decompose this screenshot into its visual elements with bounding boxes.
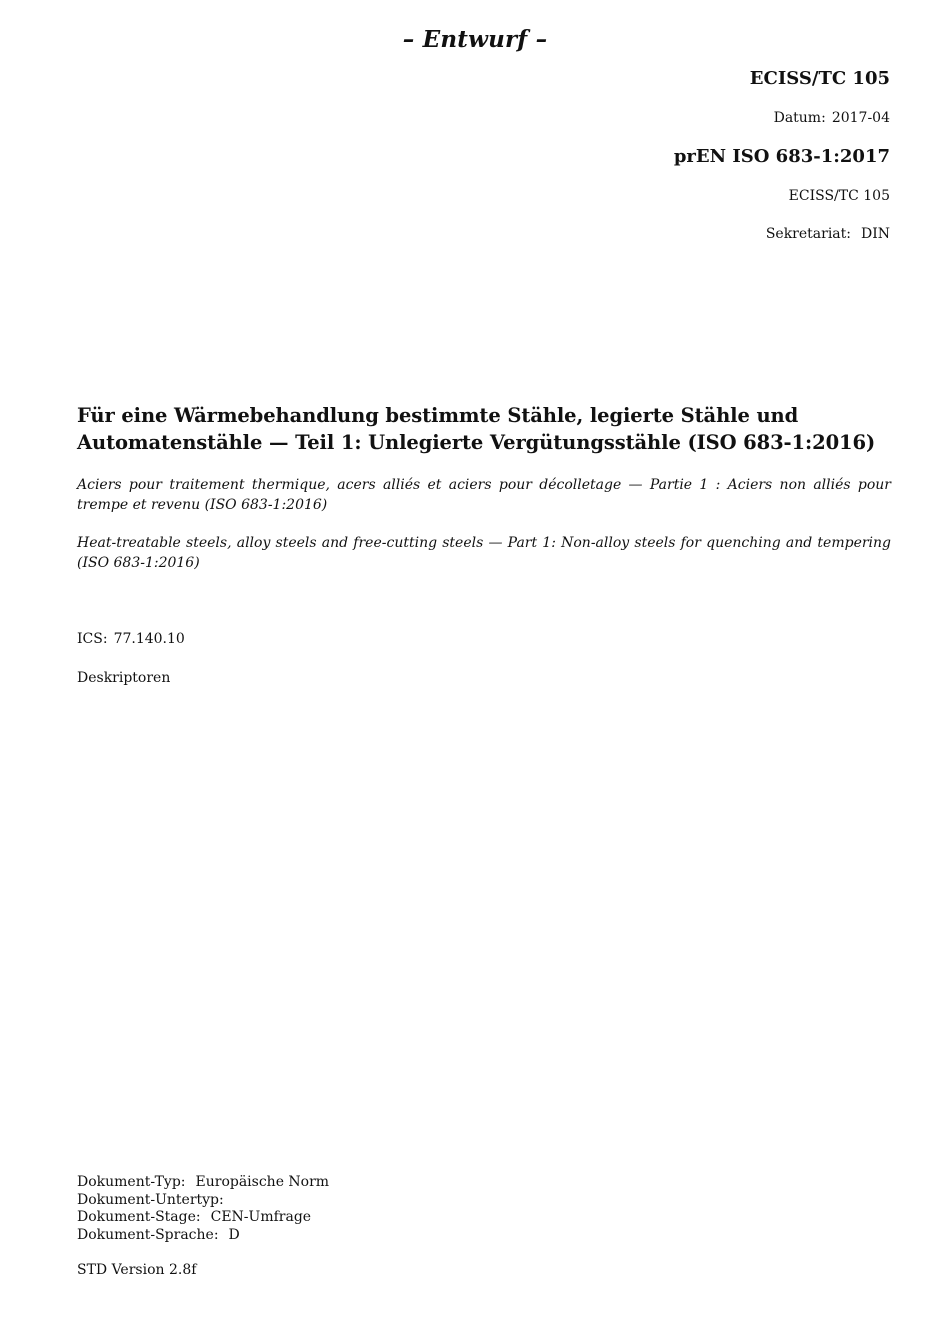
- meta-row-language: [77, 1227, 329, 1245]
- std-version: STD Version 2.8f: [77, 1262, 197, 1278]
- title-french: Aciers pour traitement thermique, acers alliés et aciers pour décolletage — Partie 1 : Aciers non alliés pour trempe et revenu (ISO 683-1:2016): [77, 477, 891, 513]
- doc-type-label: Dokument-Typ:: [77, 1174, 186, 1190]
- doc-language-value: D: [228, 1226, 240, 1243]
- ics-value: 77.140.10: [113, 631, 185, 647]
- meta-row-subtype: [77, 1192, 329, 1210]
- secretariat-value: DIN: [860, 226, 890, 242]
- ics-label: ICS:: [77, 631, 108, 647]
- doc-stage-value: CEN-Umfrage: [210, 1209, 312, 1226]
- document-number: prEN ISO 683-1:2017: [673, 146, 890, 167]
- date-label: Datum:: [773, 110, 826, 126]
- secretariat-label: Sekretariat:: [765, 226, 851, 242]
- doc-language-label: Dokument-Sprache:: [77, 1226, 219, 1243]
- document-metadata: [77, 1174, 329, 1244]
- meta-row-type: [77, 1174, 329, 1192]
- descriptors-label: Deskriptoren: [77, 670, 171, 686]
- doc-type-value: Europäische Norm: [195, 1174, 330, 1190]
- secretariat-line: [766, 226, 890, 242]
- date-line: [774, 110, 890, 126]
- ics-line: [77, 631, 185, 647]
- title-german: Für eine Wärmebehandlung bestimmte Stähle, legierte Stähle und Automatenstähle — Teil 1: Unlegierte Vergütungsstähle (ISO 683-1:2016): [77, 404, 876, 454]
- title-english: Heat-treatable steels, alloy steels and free-cutting steels — Part 1: Non-alloy steels for quenching and tempering (ISO 683-1:2016): [77, 535, 891, 571]
- date-value: 2017-04: [831, 110, 890, 126]
- committee-reference: ECISS/TC 105: [788, 188, 890, 204]
- doc-subtype-label: Dokument-Untertyp:: [77, 1191, 224, 1208]
- committee-heading: ECISS/TC 105: [749, 68, 890, 89]
- meta-row-stage: [77, 1209, 329, 1227]
- draft-watermark: – Entwurf –: [402, 26, 548, 53]
- doc-stage-label: Dokument-Stage:: [77, 1209, 201, 1226]
